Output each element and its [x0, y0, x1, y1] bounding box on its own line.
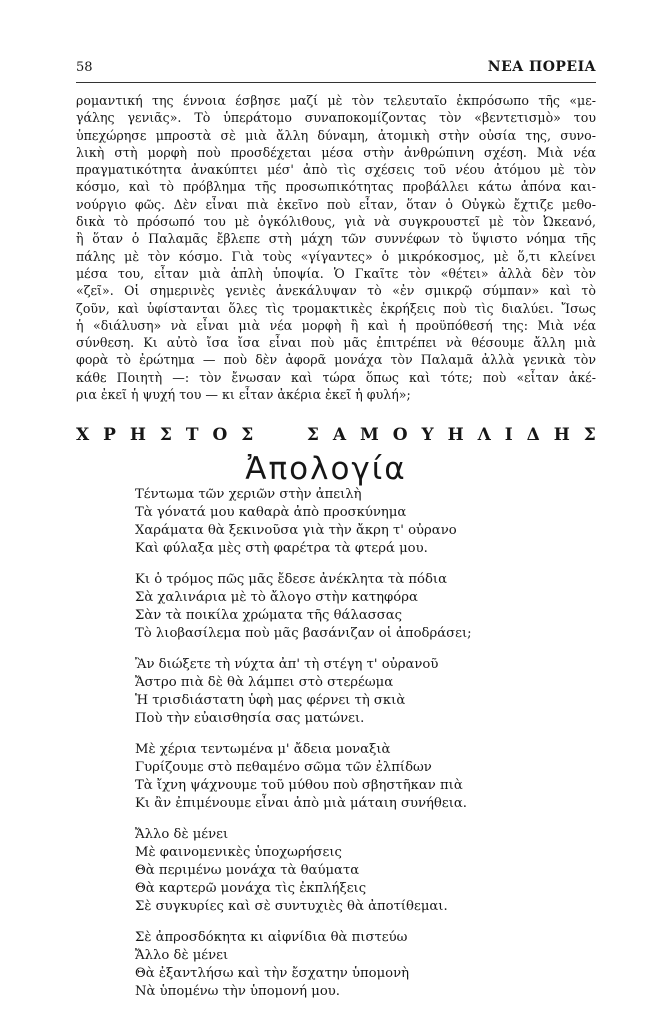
poem-line: Κι ὁ τρόμος πῶς μᾶς ἔδεσε ἀνέκλητα τὰ πόδια: [135, 572, 448, 587]
prose-line: δικὰ τὸ πρόσωπό του μὲ ὀγκόλιθους, γιὰ νὰ συγκρουστεῖ μὲ τὸν Ὠκεανό,: [76, 214, 596, 230]
poem-line: Τὸ λιοβασίλεμα ποὺ μᾶς βασάνιζαν οἱ ἀποδράσει;: [135, 626, 472, 641]
author-letter: Τ: [185, 425, 199, 445]
author-letter: Η: [447, 425, 464, 445]
author-letter: Δ: [526, 425, 540, 445]
prose-line: «ζεῖ». Οἱ σημερινὲς γενιὲς ἀνεκάλυψαν τὸ «ἐν σμικρῷ σύμπαν» καὶ τὸ: [76, 283, 596, 299]
poem-line: Μὲ φαινομενικὲς ὑποχωρήσεις: [135, 845, 342, 860]
prose-line: κάθε Ποιητὴ —: τὸν ἔνωσαν καὶ τώρα ὅπως καὶ τότε; ποὺ «εἶταν ἀκέ-: [76, 369, 596, 385]
poem-stanza: [135, 826, 605, 916]
poem-stanza: [135, 656, 605, 728]
author-letter: Η: [129, 425, 146, 445]
poem-line: Καὶ φύλαξα μὲς στὴ φαρέτρα τὰ φτερά μου.: [135, 541, 428, 556]
author-word-gap: [267, 425, 273, 445]
poem-title: Ἀπολογία: [245, 451, 407, 487]
poem-line: Τέντωμα τῶν χεριῶν στὴν ἀπειλὴ: [135, 487, 362, 502]
prose-line: γάλης γενιᾶς». Τὸ ὑπεράτομο συναποκομίζοντας τὸν «βεντετισμὸ» του: [76, 110, 596, 126]
page-number: 58: [76, 60, 93, 75]
poem-line: Ἄλλο δὲ μένει: [135, 827, 229, 842]
author-letter: Α: [332, 425, 347, 445]
poem-line: Ἄλλο δὲ μένει: [135, 948, 229, 963]
poem-line: Σὲ συγκυρίες καὶ σὲ συντυχιὲς θὰ ἀποτίθεμαι.: [135, 899, 448, 914]
poem-line: Θὰ ἐξαντλήσω καὶ τὴν ἔσχατην ὑπομονὴ: [135, 966, 410, 981]
prose-line: σύνθεση. Κι αὐτὸ ἴσα ἴσα εἶναι ποὺ μᾶς ἐπιτρέπει νὰ θέσουμε ἄλλη μιὰ: [76, 335, 596, 351]
poem-body: [135, 486, 605, 1014]
poem-line: Ἡ τρισδιάστατη ὑφὴ μας φέρνει τὴ σκιὰ: [135, 693, 406, 708]
prose-line: ἡ «διάλυση» νὰ εἶναι μιὰ νέα μορφὴ ἢ καὶ ἡ προϋπόθεσή της: Μιὰ νέα: [76, 317, 596, 333]
poem-line: Ἂν διώξετε τὴ νύχτα ἀπ' τὴ στέγη τ' οὐρανοῦ: [135, 657, 439, 672]
poem-line: Ποὺ τὴν εὐαισθησία σας ματώνει.: [135, 711, 365, 726]
prose-line: ὑπεχώρησε μπροστὰ σὲ μιὰ ἄλλη δύναμη, ἀτομικὴ στὴν οὐσία της, συνο-: [76, 127, 596, 143]
author-name: [76, 425, 596, 445]
prose-line: κόσμο, καὶ τὸ πρόβλημα τῆς προσωπικότητας προβάλλει κάτω ἀπόνα και-: [76, 179, 596, 195]
prose-line: φορὰ τὸ ἐρώτημα — ποὺ δὲν ἀφορᾶ μονάχα τὸν Παλαμᾶ ἀλλὰ γενικὰ τὸν: [76, 352, 596, 368]
author-letter: Η: [553, 425, 570, 445]
author-letter: Υ: [421, 425, 434, 445]
author-letter: Μ: [359, 425, 379, 445]
poem-line: Σὲ ἀπροσδόκητα κι αἰφνίδια θὰ πιστεύω: [135, 930, 408, 945]
journal-title: ΝΕΑ ΠΟΡΕΙΑ: [487, 59, 596, 75]
author-letter: Σ: [159, 425, 172, 445]
prose-line: λικὴ στὴ μορφὴ ποὺ προσδέχεται μέσα στὴν ἀνθρώπινη σχέση. Μιὰ νέα: [76, 144, 596, 160]
author-letter: Λ: [477, 425, 491, 445]
author-letter: Ο: [392, 425, 408, 445]
author-letter: Σ: [583, 425, 596, 445]
author-letter: Ρ: [103, 425, 116, 445]
author-letter: Χ: [76, 425, 90, 445]
poem-line: Ἄστρο πιὰ δὲ θὰ λάμπει στὸ στερέωμα: [135, 675, 394, 690]
prose-line: πάλης μὲ τὸν κόσμο. Γιὰ τοὺς «γίγαντες» ὁ μικρόκοσμος, μὲ ὅ,τι κλείνει: [76, 248, 596, 264]
author-letter: Ι: [504, 425, 513, 445]
author-word-gap: [287, 425, 293, 445]
prose-line: ρια ἐκεῖ ἡ ψυχή του — κι εἶταν ἀκέρια ἐκεῖ ἡ φυλή»;: [76, 387, 411, 403]
poem-line: Γυρίζουμε στὸ πεθαμένο σῶμα τῶν ἐλπίδων: [135, 760, 432, 775]
prose-line: νούργιο φῶς. Δὲν εἶναι πιὰ ἐκεῖνο ποὺ εἶταν, ὅταν ὁ Οὐγκὼ ἔχτιζε μεθο-: [76, 196, 596, 212]
poem-line: Κι ἂν ἐπιμένουμε εἶναι ἀπὸ μιὰ μάταιη συνήθεια.: [135, 796, 467, 811]
header-rule: [76, 82, 596, 83]
poem-stanza: [135, 929, 605, 1001]
poem-line: Νὰ ὑπομένω τὴν ὑπομονή μου.: [135, 984, 340, 999]
prose-line: ζοῦν, καὶ ὑφίστανται ὅλες τὶς τρομακτικὲς ἐκρήξεις ποὺ τὶς διαλύει. Ἴσως: [76, 300, 596, 316]
poem-line: Σὰ χαλινάρια μὲ τὸ ἄλογο στὴν κατηφόρα: [135, 590, 418, 605]
poem-line: Τὰ ἴχνη ψάχνουμε τοῦ μύθου ποὺ σβηστῆκαν πιὰ: [135, 778, 463, 793]
poem-stanza: [135, 741, 605, 813]
prose-line: ρομαντική της έννοια έσβησε μαζί μὲ τὸν τελευταῖο ἐκπρόσωπο τῆς «με-: [76, 93, 596, 108]
prose-line: ἢ ὅταν ὁ Παλαμᾶς ἔβλεπε στὴ μάχη τῶν συννέφων τὸ ὕψιστο νόημα τῆς: [76, 231, 596, 247]
author-letter: Σ: [241, 425, 254, 445]
poem-line: Τὰ γόνατά μου καθαρὰ ἀπὸ προσκύνημα: [135, 505, 407, 520]
poem-line: Σὰν τὰ ποικίλα χρώματα τῆς θάλασσας: [135, 608, 403, 623]
poem-line: Θὰ περιμένω μονάχα τὰ θαύματα: [135, 863, 360, 878]
prose-body: [76, 92, 596, 403]
prose-line: μέσα του, εἶταν μιὰ ἁπλὴ ὑποψία. Ὁ Γκαῖτε τὸν «θέτει» ἀλλὰ δὲν τὸν: [76, 265, 596, 281]
poem-line: Θὰ καρτερῶ μονάχα τὶς ἐκπλήξεις: [135, 881, 367, 896]
poem-stanza: [135, 571, 605, 643]
author-letter: Ο: [212, 425, 228, 445]
poem-line: Χαράματα θὰ ξεκινοῦσα γιὰ τὴν ἄκρη τ' οὐρανο: [135, 523, 457, 538]
poem-line: Μὲ χέρια τεντωμένα μ' ἄδεια μοναξιὰ: [135, 742, 391, 757]
prose-line: πραγματικότητα ἀνακύπτει μέσ' ἀπὸ τὶς σχέσεις τοῦ νέου ἀτόμου μὲ τὸν: [76, 162, 596, 178]
author-letter: Σ: [306, 425, 319, 445]
poem-stanza: [135, 486, 605, 558]
